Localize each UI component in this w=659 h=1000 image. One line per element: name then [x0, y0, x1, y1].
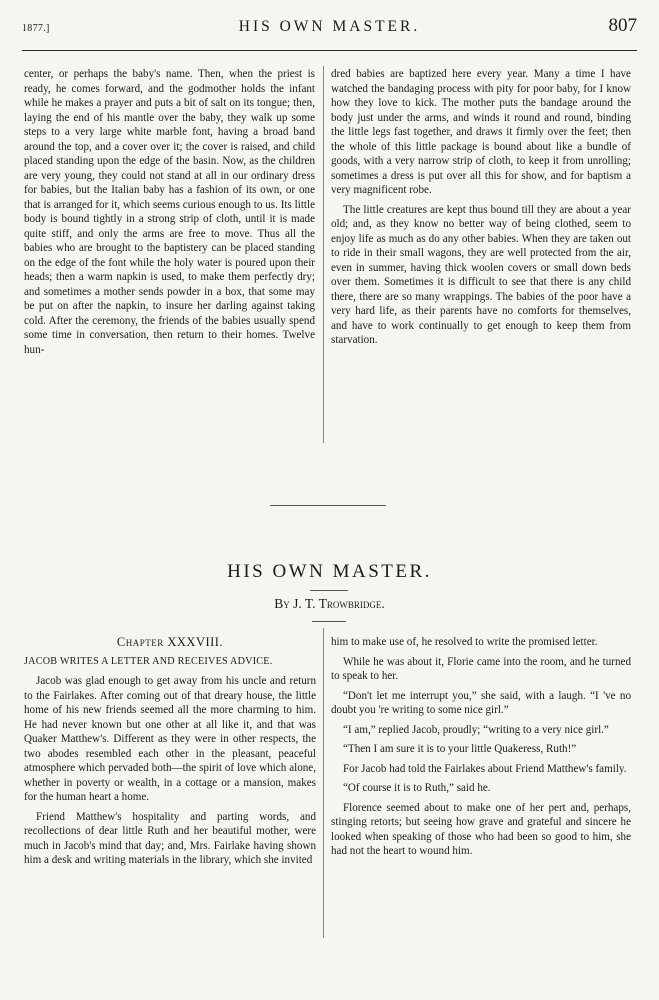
paragraph: center, or perhaps the baby's name. Then, when the priest is ready, he comes forward, and the godmother holds the infant while he makes a prayer and puts a bit of salt on its tongue; then, laying the end of his mantle over the baby, they walk up some steps to a very large white marble font, having a broad band around the top, and a cover over it; the cover is raised, and child placed standing upon the edge of the basin. Now, as the children are very young, they could not stand at all in our ordinary dress for babies, but the Italian baby has a fashion of its own, or one that is arranged for it, which seems curious enough to us. Its little body is bound tightly in a strong strip of cloth, until it is made quite stiff, and only the arms are free to move. Thus all the babies who are brought to the baptistery can be placed standing on the edge of the font while the holy water is poured upon their heads; then a warm napkin is used, to make them perfectly dry; and sometimes a mother sends powder in a box, that some may be put on after the napkin, to insure her darling against taking cold. After the ceremony, the friends of the babies usually spend some time in conversation, then return to their homes. Twelve hun- — [24, 68, 315, 356]
article-column-1 — [24, 67, 315, 357]
column-divider — [323, 628, 324, 938]
byline-rule — [312, 621, 346, 622]
column-divider — [323, 66, 324, 443]
paragraph: him to make use of, he resolved to write the promised letter. — [331, 636, 598, 648]
paragraph: “I am,” replied Jacob, proudly; “writing to a very nice girl.” — [343, 723, 609, 736]
story-column-2 — [331, 635, 631, 859]
header-title: HIS OWN MASTER. — [238, 18, 421, 35]
story-title: HIS OWN MASTER. — [227, 561, 432, 582]
title-rule — [310, 590, 348, 591]
paragraph: dred babies are baptized here every year. Many a time I have watched the bandaging process with pity for poor baby, for I know how they love to kick. The mother puts the bandage around the body just under the arms, and winds it round and round, binding the little legs fast together, and draws it firmly over the feet; then the whole of this little package is bound about like a bundle of goods, with a very narrow strip of cloth, to keep it from unrolling; sometimes a dress is put over all this for show, and for baptism a very magnificent robe. — [331, 68, 631, 196]
header-rule — [22, 50, 637, 51]
paragraph: Florence seemed about to make one of her pert and, perhaps, stinging retorts; but seeing how grave and grateful and sincere he looked when speaking of those who had been so good to him, she had not the heart to wound him. — [331, 801, 631, 857]
paragraph: The little creatures are kept thus bound till they are about a year old; and, as they know no better way of being clothed, seem to enjoy life as much as do any other babies. When they are taken out to ride in their small wagons, they are well protected from the air, even in summer, having thick woolen covers or small down beds over them. Sometimes it is difficult to see that there is any child there, there are so many wrappings. The babies of the poor have a very hard life, as their parents have no comforts for themselves, and have to work continually to get enough to keep them from starvation. — [331, 203, 631, 346]
page-number: 807 — [608, 15, 637, 36]
paragraph: For Jacob had told the Fairlakes about Friend Matthew's family. — [343, 762, 627, 775]
paragraph: “Don't let me interrupt you,” she said, with a laugh. “I 've no doubt you 're writing to some nice girl.” — [331, 689, 631, 716]
paragraph: Friend Matthew's hospitality and parting words, and recollections of dear little Ruth and her beautiful mother, were much in Jacob's mind that day; and, Mrs. Fairlake having shown him a desk and writing materials in the library, which she invited — [24, 810, 316, 866]
byline: By J. T. Trowbridge. — [274, 596, 385, 611]
running-header — [22, 16, 637, 42]
chapter-heading: Chapter XXXVIII. — [116, 635, 224, 649]
section-divider — [270, 505, 386, 506]
paragraph: “Then I am sure it is to your little Quakeress, Ruth!” — [343, 743, 577, 755]
paragraph: While he was about it, Florie came into the room, and he turned to speak to her. — [331, 655, 631, 682]
article-column-2 — [331, 67, 631, 348]
paragraph: “Of course it is to Ruth,” said he. — [343, 782, 491, 794]
paragraph: Jacob was glad enough to get away from his uncle and return to the Fairlakes. After coming out of that dreary house, the little home of his new friends seemed all the more charming to him. He had never known but one other at all like it, and that was Quaker Matthew's. Different as they were in other respects, the two abodes resembled each other in the pleasant, peaceful atmosphere which pervaded both—the spirit of love which alone, whether in poverty or wealth, in a cottage or a mansion, makes for the human heart a home. — [24, 675, 316, 803]
chapter-subtitle: JACOB WRITES A LETTER AND RECEIVES ADVICE. — [24, 655, 273, 667]
story-column-1 — [24, 635, 316, 868]
header-year: 1877.] — [22, 23, 50, 34]
